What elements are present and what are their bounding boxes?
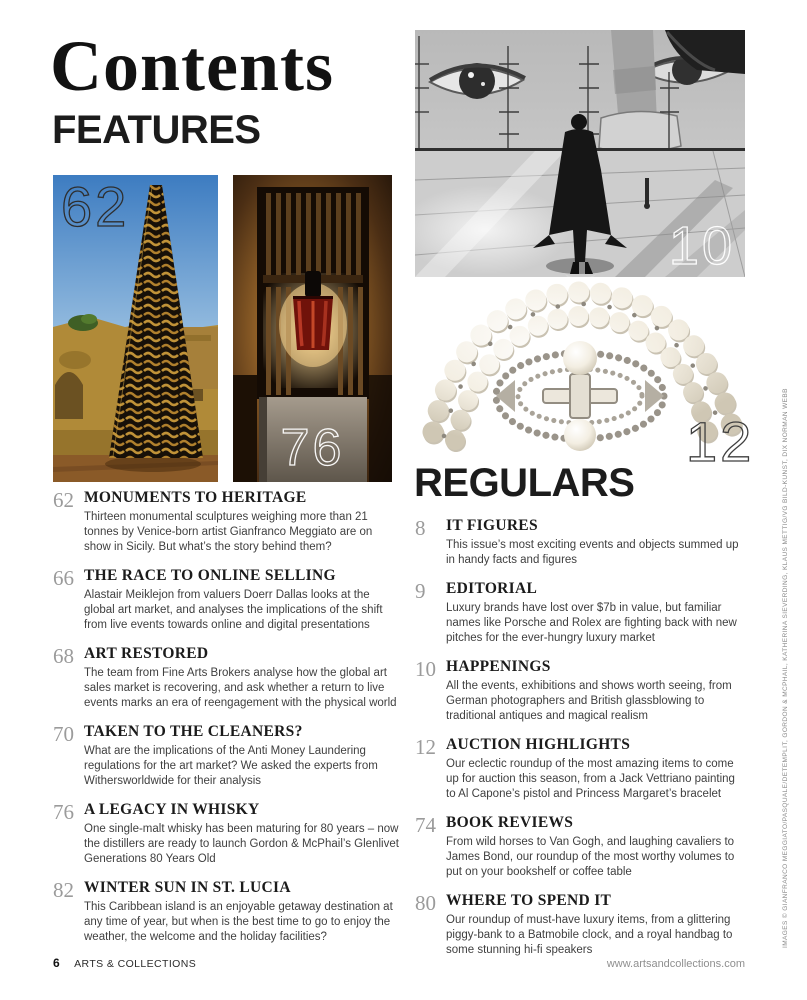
toc-entry-title: THE RACE TO ONLINE SELLING xyxy=(84,567,336,585)
features-section-heading: FEATURES xyxy=(52,108,261,152)
regulars-section-heading: REGULARS xyxy=(414,461,635,505)
toc-entry-description: Our eclectic roundup of the most amazing items to come up for auction this season, from a Jack Vettriano painting to Al Capone’s pistol and Princess Margaret’s bracelet xyxy=(446,758,735,801)
website-link[interactable]: www.artsandcollections.com xyxy=(606,958,745,970)
toc-page-number: 68 xyxy=(53,644,74,669)
magazine-name: ARTS & COLLECTIONS xyxy=(74,958,197,970)
toc-entry-description: Alastair Meiklejon from valuers Doerr Dallas looks at the global art market, and analyses the implications of the shift from live events towards online and digital presentations xyxy=(84,589,383,632)
toc-entry-whisky xyxy=(53,801,401,867)
features-list xyxy=(53,489,401,957)
toc-page-number: 70 xyxy=(53,722,74,747)
toc-entry-description: This Caribbean island is an enjoyable getaway destination at any time of year, but when is the best time to go to enjoy the weather, the welcome and the holiday facilities? xyxy=(84,901,393,944)
toc-entry-description: Luxury brands have lost over $7b in value, but familiar names like Porsche and Rolex are fighting back with new pitches for the ever-hungry luxury market xyxy=(446,602,737,645)
sculpture-photo xyxy=(53,175,218,482)
toc-entry-art-restored xyxy=(53,645,401,711)
regulars-list xyxy=(415,517,747,970)
toc-entry-happenings xyxy=(415,658,747,724)
page-title: Contents xyxy=(50,26,335,106)
toc-entry-title: WINTER SUN IN ST. LUCIA xyxy=(84,879,291,897)
toc-entry-st-lucia xyxy=(53,879,401,945)
bracelet-page-number: 12 xyxy=(686,410,755,473)
sculpture-page-number: 62 xyxy=(61,175,130,238)
toc-entry-online-selling xyxy=(53,567,401,633)
toc-entry-book-reviews xyxy=(415,814,747,880)
photo-credits: IMAGES © GIANFRANCO MEGGIATO/PASQUALE/DETEMPLIT, GORDON & MCPHAIL, KATHERINA SIEVERDING, KLAUS METTIG/VG BILD-KUNST, DIX NORMAN WEBB xyxy=(782,388,789,948)
toc-entry-description: What are the implications of the Anti Money Laundering regulations for the art market? We asked the experts from Withersworldwide for their analysis xyxy=(84,745,378,788)
page-number: 6 xyxy=(53,956,60,970)
toc-page-number: 8 xyxy=(415,516,426,540)
toc-entry-editorial xyxy=(415,580,747,646)
page-footer xyxy=(53,954,745,972)
toc-page-number: 66 xyxy=(53,566,74,591)
toc-page-number: 9 xyxy=(415,579,426,604)
toc-page-number: 12 xyxy=(415,735,436,760)
toc-entry-title: IT FIGURES xyxy=(446,517,538,534)
toc-entry-title: A LEGACY IN WHISKY xyxy=(84,801,260,819)
toc-entry-title: WHERE TO SPEND IT xyxy=(446,892,612,910)
whisky-page-number: 76 xyxy=(280,419,345,477)
toc-entry-description: From wild horses to Van Gogh, and laughing cavaliers to James Bond, our roundup of the most worthy volumes to put on your bookshelf or coffee table xyxy=(446,836,735,879)
toc-entry-title: TAKEN TO THE CLEANERS? xyxy=(84,723,303,741)
toc-entry-title: EDITORIAL xyxy=(446,580,538,598)
toc-entry-title: HAPPENINGS xyxy=(446,658,551,676)
toc-page-number: 74 xyxy=(415,813,436,838)
toc-entry-description: The team from Fine Arts Brokers analyse how the global art sales market is recovering, and ask whether a return to live events marks an era of reengagement with the physical world xyxy=(84,667,397,710)
toc-entry-description: This issue’s most exciting events and objects summed up in handy facts and figures xyxy=(446,539,739,567)
eyes-page-number: 10 xyxy=(668,216,735,276)
toc-entry-description: Thirteen monumental sculptures weighing more than 21 tonnes by Venice-born artist Gianfranco Meggiato are on show in Sicily. But what’s the story behind them? xyxy=(84,511,373,554)
toc-entry-auction-highlights xyxy=(415,736,747,802)
whisky-photo xyxy=(233,175,392,482)
toc-entry-title: AUCTION HIGHLIGHTS xyxy=(446,736,631,754)
toc-entry-monuments xyxy=(53,489,401,555)
toc-page-number: 76 xyxy=(53,800,74,825)
toc-entry-where-to-spend-it xyxy=(415,892,747,958)
toc-entry-it-figures xyxy=(415,517,747,568)
toc-entry-title: MONUMENTS TO HERITAGE xyxy=(84,489,307,506)
toc-entry-description: All the events, exhibitions and shows worth seeing, from German photographers and British glassblowing to traditional antiques and magical realism xyxy=(446,680,732,723)
toc-page-number: 10 xyxy=(415,657,436,682)
toc-page-number: 80 xyxy=(415,891,436,916)
toc-entry-description: One single-malt whisky has been maturing for 80 years – now the distillers are ready to launch Gordon & McPhail’s Glenlivet Generations 80 Years Old xyxy=(84,823,399,866)
toc-entry-description: Our roundup of must-have luxury items, from a glittering piggy-bank to a Batmobile clock, and a royal handbag to some stunning hi-fi speakers xyxy=(446,914,733,957)
toc-page-number: 82 xyxy=(53,878,74,903)
toc-page-number: 62 xyxy=(53,488,74,512)
toc-entry-title: ART RESTORED xyxy=(84,645,209,663)
toc-entry-cleaners xyxy=(53,723,401,789)
footer-left xyxy=(53,954,196,972)
toc-entry-title: BOOK REVIEWS xyxy=(446,814,574,832)
eyes-installation-photo xyxy=(415,30,745,277)
